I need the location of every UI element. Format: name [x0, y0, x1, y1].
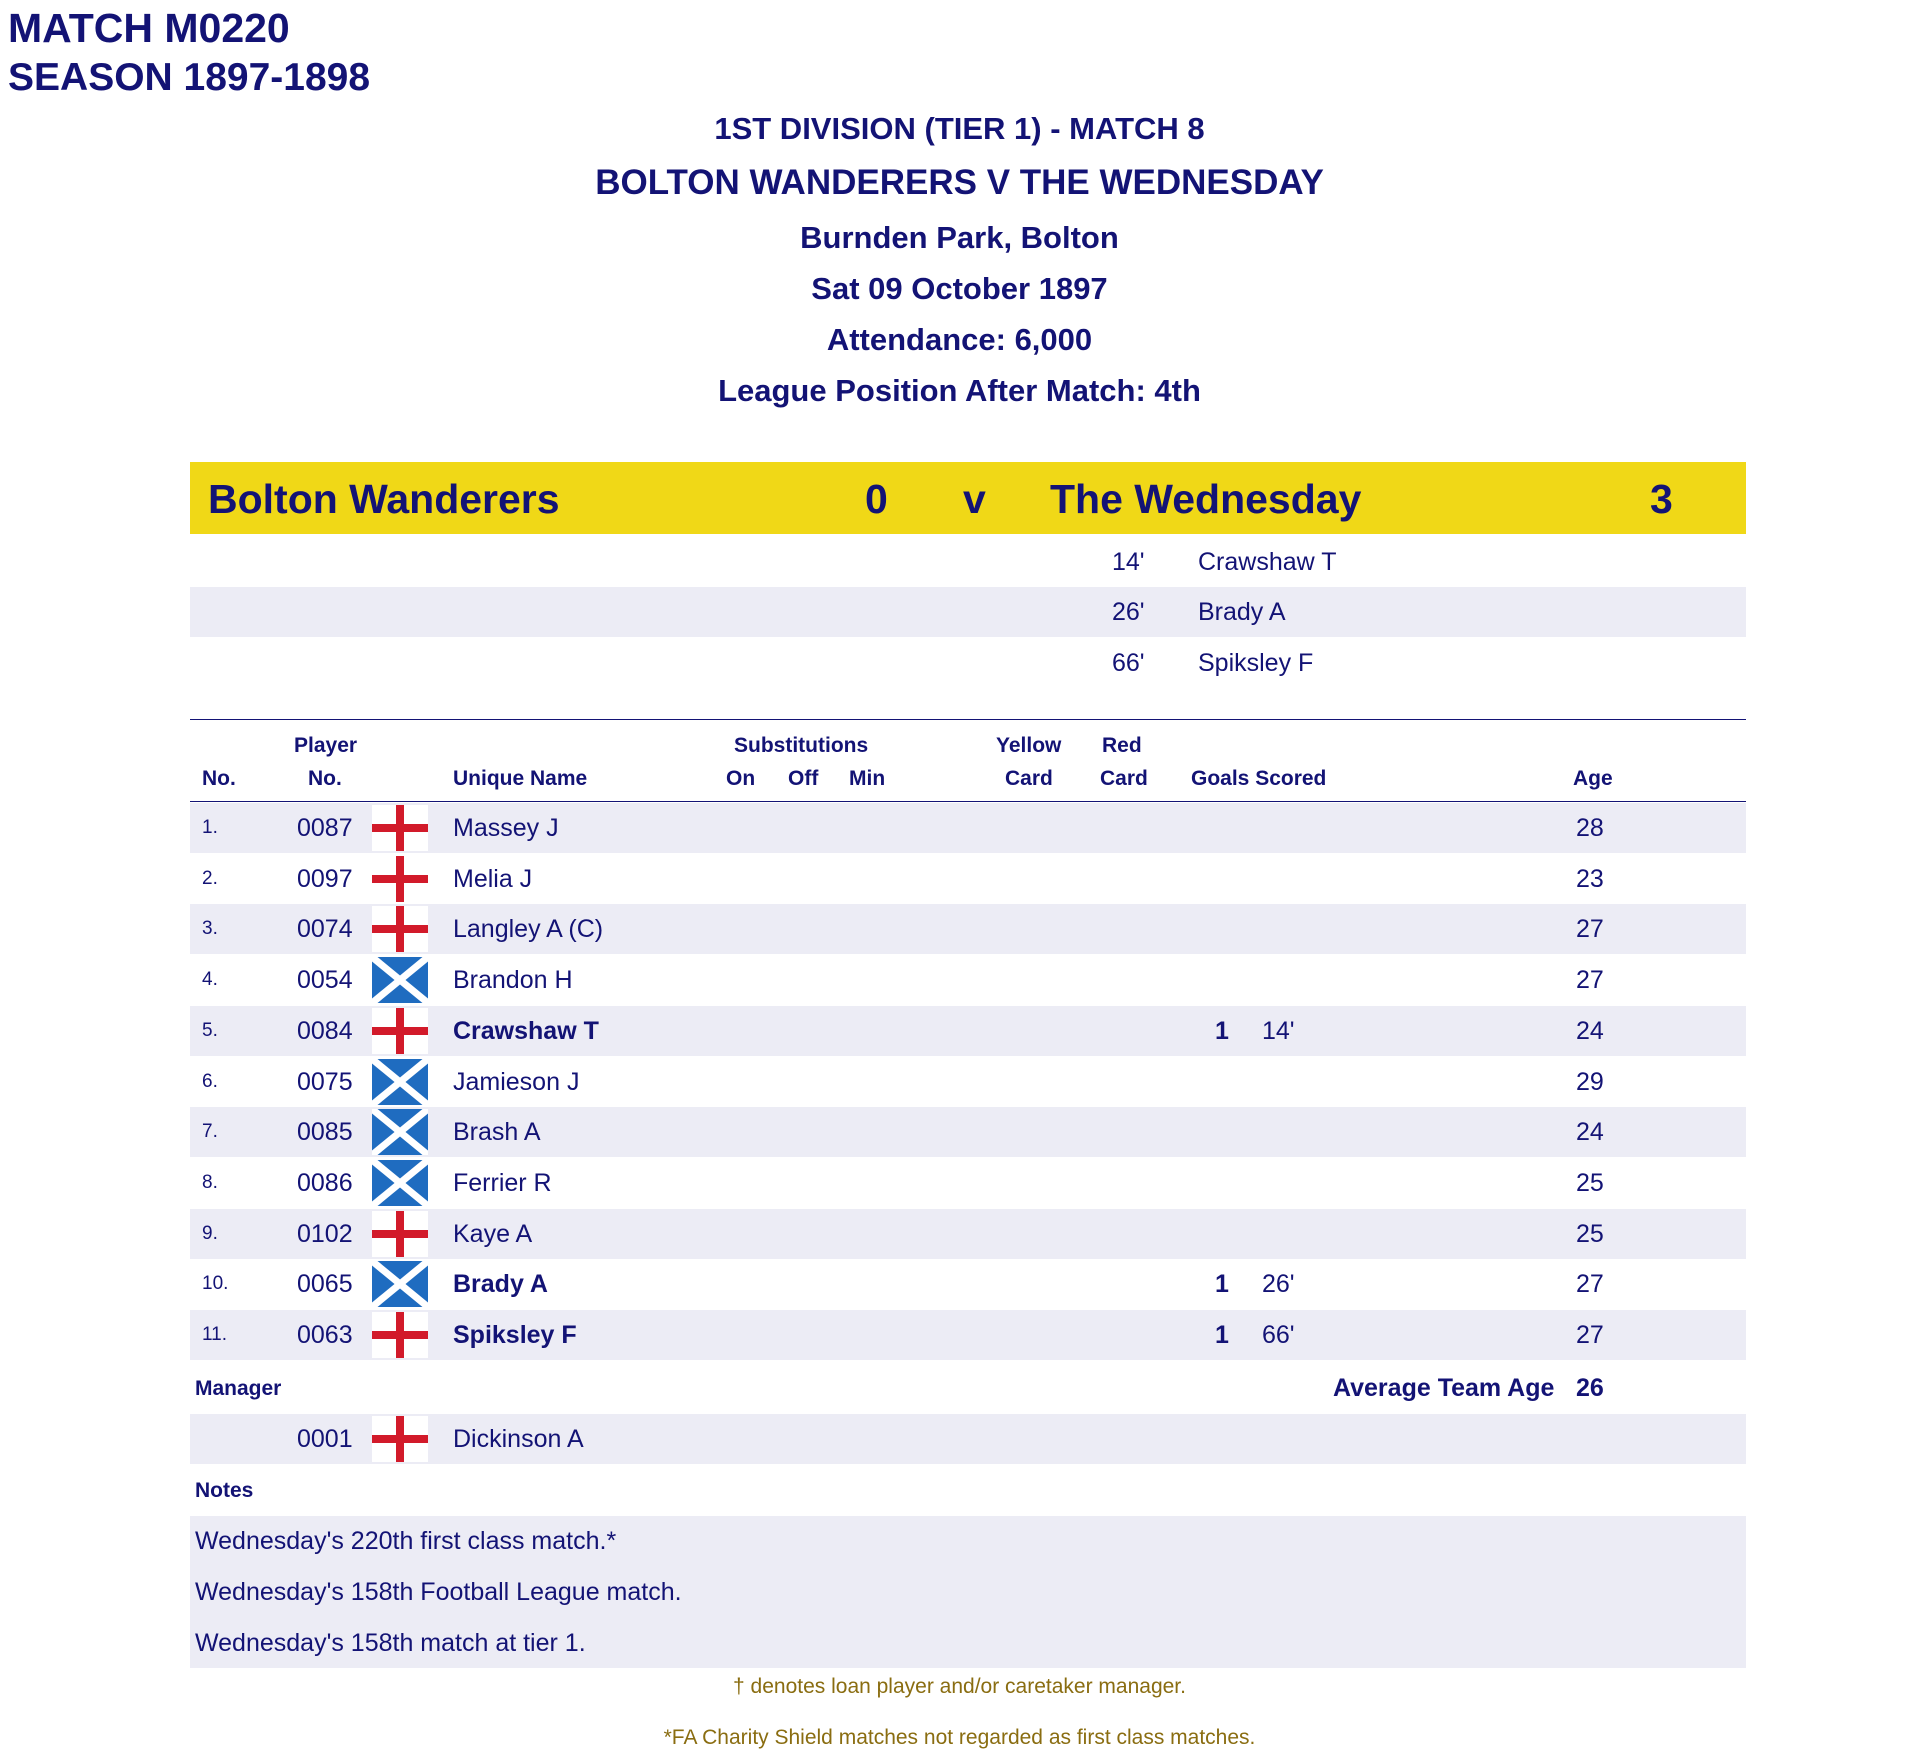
england-flag-icon: [372, 805, 428, 851]
player-age: 27: [1576, 915, 1604, 944]
player-id: 0084: [297, 1016, 353, 1045]
player-age: 29: [1576, 1067, 1604, 1096]
match-date: Sat 09 October 1897: [811, 271, 1108, 306]
manager-row: [190, 1414, 1746, 1464]
goal-time: 66': [1262, 1321, 1295, 1349]
player-id: 0097: [297, 864, 353, 893]
player-row: [190, 803, 1746, 853]
player-age: 25: [1576, 1219, 1604, 1248]
player-row: [190, 854, 1746, 904]
header-sub-on: On: [726, 767, 756, 790]
loan-note: † denotes loan player and/or caretaker manager.: [733, 1675, 1186, 1698]
scotland-flag-icon: [372, 1109, 428, 1155]
goal-row: [190, 587, 1746, 637]
header-player-no-2: No.: [308, 767, 342, 790]
player-row: [190, 1158, 1746, 1208]
england-flag-icon: [372, 906, 428, 952]
row-number: 8.: [202, 1171, 218, 1193]
scotland-flag-icon: [372, 957, 428, 1003]
average-age-value: 26: [1576, 1374, 1604, 1402]
player-name: Massey J: [453, 814, 559, 842]
player-name: Brash A: [453, 1118, 541, 1147]
player-name: Kaye A: [453, 1219, 533, 1248]
player-row: [190, 904, 1746, 954]
header-yellow-2: Card: [1005, 767, 1053, 790]
away-score: 3: [1650, 476, 1673, 522]
player-id: 0063: [297, 1321, 353, 1349]
player-age: 27: [1576, 966, 1604, 995]
row-number: 9.: [202, 1222, 218, 1244]
goals-count: 1: [1215, 1270, 1229, 1299]
player-id: 0102: [297, 1219, 353, 1248]
player-name: Melia J: [453, 864, 533, 893]
england-flag-icon: [372, 1416, 428, 1462]
note-item: Wednesday's 220th first class match.*: [195, 1527, 617, 1555]
player-row: [190, 1310, 1746, 1360]
player-name: Jamieson J: [453, 1067, 580, 1096]
goal-minute: 26': [1112, 598, 1145, 626]
match-id: MATCH M0220: [8, 5, 290, 51]
header-substitutions: Substitutions: [734, 734, 869, 757]
player-age: 28: [1576, 814, 1604, 842]
goal-row: [190, 638, 1746, 688]
scotland-flag-icon: [372, 1160, 428, 1206]
attendance: Attendance: 6,000: [826, 322, 1093, 357]
note-item: Wednesday's 158th match at tier 1.: [195, 1629, 586, 1657]
player-age: 23: [1576, 864, 1604, 893]
goal-minute: 66': [1112, 649, 1145, 677]
home-team: Bolton Wanderers: [208, 476, 560, 522]
notes-label: Notes: [195, 1479, 254, 1502]
england-flag-icon: [372, 856, 428, 902]
player-id: 0065: [297, 1270, 353, 1299]
goal-scorer: Crawshaw T: [1198, 548, 1337, 576]
player-name: Crawshaw T: [453, 1016, 599, 1045]
manager-label: Manager: [195, 1377, 282, 1400]
header-goals-scored: Goals Scored: [1191, 767, 1327, 790]
header-age: Age: [1573, 767, 1613, 790]
match-content: [190, 0, 1746, 1753]
league-position: League Position After Match: 4th: [718, 373, 1201, 408]
player-row: [190, 1057, 1746, 1107]
player-name: Brandon H: [453, 966, 573, 995]
header-unique-name: Unique Name: [453, 767, 588, 790]
player-age: 24: [1576, 1118, 1604, 1147]
player-id: 0074: [297, 915, 353, 944]
table-top-rule: [190, 719, 1746, 720]
scotland-flag-icon: [372, 1261, 428, 1307]
player-id: 0054: [297, 966, 353, 995]
header-sub-off: Off: [788, 767, 819, 790]
season: SEASON 1897-1898: [8, 56, 371, 99]
player-name: Langley A (C): [453, 915, 604, 944]
home-score: 0: [865, 476, 888, 522]
header-red-2: Card: [1100, 767, 1148, 790]
manager-id: 0001: [297, 1425, 353, 1453]
england-flag-icon: [372, 1008, 428, 1054]
england-flag-icon: [372, 1312, 428, 1358]
goals-count: 1: [1215, 1321, 1229, 1349]
table-header-rule: [190, 801, 1746, 802]
player-age: 24: [1576, 1016, 1604, 1045]
row-number: 10.: [202, 1273, 229, 1295]
score-bar: [190, 462, 1746, 534]
goal-scorer: Spiksley F: [1198, 649, 1314, 677]
goal-row: [190, 537, 1746, 587]
charity-note: *FA Charity Shield matches not regarded as first class matches.: [663, 1726, 1256, 1749]
average-age-label: Average Team Age: [1333, 1374, 1555, 1402]
goal-time: 26': [1262, 1270, 1295, 1299]
header-player-no-1: Player: [294, 734, 358, 757]
row-number: 5.: [202, 1019, 218, 1041]
row-number: 11.: [202, 1324, 228, 1345]
versus: v: [963, 476, 986, 522]
england-flag-icon: [372, 1211, 428, 1257]
row-number: 4.: [202, 969, 218, 991]
row-number: 6.: [202, 1070, 218, 1092]
fixture-title: BOLTON WANDERERS V THE WEDNESDAY: [595, 163, 1324, 202]
player-name: Spiksley F: [453, 1321, 577, 1349]
venue: Burnden Park, Bolton: [800, 220, 1119, 255]
player-id: 0087: [297, 814, 353, 842]
row-number: 7.: [202, 1121, 218, 1143]
header-red-1: Red: [1102, 734, 1142, 757]
player-row: [190, 1209, 1746, 1259]
player-id: 0085: [297, 1118, 353, 1147]
player-age: 25: [1576, 1168, 1604, 1197]
away-team: The Wednesday: [1050, 476, 1362, 522]
player-row: [190, 1107, 1746, 1157]
row-number: 3.: [202, 918, 218, 940]
scotland-flag-icon: [372, 1059, 428, 1105]
header-sub-min: Min: [849, 767, 886, 790]
competition: 1ST DIVISION (TIER 1) - MATCH 8: [714, 111, 1205, 146]
player-age: 27: [1576, 1321, 1604, 1349]
goal-minute: 14': [1112, 548, 1145, 576]
goal-time: 14': [1262, 1016, 1295, 1045]
header-no: No.: [202, 767, 236, 790]
row-number: 1.: [202, 817, 218, 838]
player-age: 27: [1576, 1270, 1604, 1299]
header-yellow-1: Yellow: [996, 734, 1062, 757]
player-id: 0075: [297, 1067, 353, 1096]
note-item: Wednesday's 158th Football League match.: [195, 1578, 682, 1606]
goal-scorer: Brady A: [1198, 598, 1286, 626]
player-name: Ferrier R: [453, 1168, 552, 1197]
manager-name: Dickinson A: [453, 1425, 584, 1453]
goals-count: 1: [1215, 1016, 1229, 1045]
player-name: Brady A: [453, 1270, 548, 1299]
player-row: [190, 1259, 1746, 1309]
player-id: 0086: [297, 1168, 353, 1197]
player-row: [190, 955, 1746, 1005]
notes-block: [190, 1516, 1746, 1668]
player-row: [190, 1006, 1746, 1056]
row-number: 2.: [202, 867, 218, 889]
